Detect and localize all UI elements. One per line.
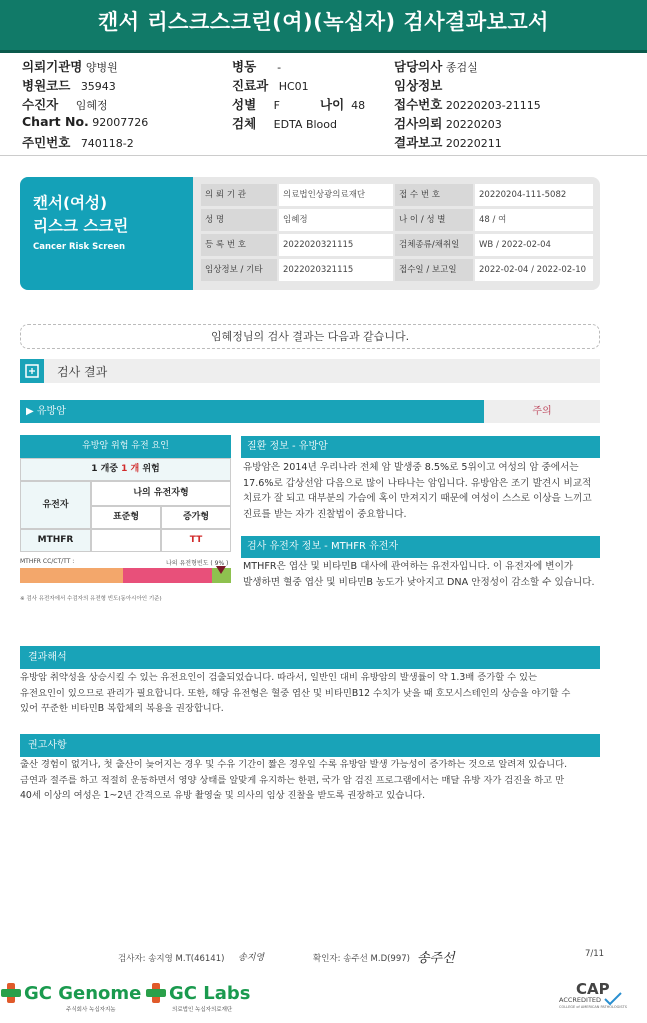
field-code: 병원코드 35943 (22, 78, 116, 93)
normal-value-cell (91, 529, 161, 552)
summary-card-title-panel (20, 177, 193, 290)
col-increase-header: 증가형 (161, 506, 231, 529)
summary-label: 의 뢰 기 관 (201, 184, 277, 206)
brand-gc-labs-sub: 의료법인 녹십자의료재단 (172, 1007, 233, 1013)
field-receipt: 접수번호 20220203-21115 (394, 97, 541, 112)
brand-gc-labs: GC Labs (169, 983, 251, 1004)
gc-cross-icon (145, 982, 167, 1008)
summary-label: 검체종류/채취일 (395, 234, 473, 256)
risk-count: 1 개중 1 개 위험 (20, 458, 231, 481)
field-patient: 수진자 임혜정 (22, 97, 108, 112)
field-clinical: 임상정보 (394, 78, 443, 93)
col-normal-header: 표준형 (91, 506, 161, 529)
risk-status-badge: 주의 (484, 400, 600, 423)
disease-info-text: 유방암은 2014년 우리나라 전체 암 발생중 8.5%로 5위이고 여성의 암 중에서는 17.6%로 갑상선암 다음으로 많이 나타나는 암입니다. 유방암은 조기 발견시 비교적 치료가 잘 되고 대부분의 가슴에 혹이 만져지기 때문에 여성이 스스로 이상을 느끼고 진료를 받는 자가 진찰법이 중요합니다. (243, 462, 592, 520)
col-gene-header: 유전자 (20, 481, 91, 529)
summary-value: 의료법인상광의료재단 (279, 184, 393, 206)
page-number: 7/11 (585, 949, 605, 959)
gene-info-header: 검사 유전자 정보 - MTHFR 유전자 (241, 536, 600, 558)
disease-info-header: 질환 정보 - 유방암 (241, 436, 600, 458)
clipboard-icon (20, 359, 44, 383)
field-doctor: 담당의사 종검실 (394, 59, 478, 74)
field-rrn: 주민번호 740118-2 (22, 135, 134, 150)
report-title: 캔서 리스크스크린(여)(녹십자) 검사결과보고서 (98, 10, 549, 34)
examiner: 검사자: 송지영 M.T(46141) (118, 954, 225, 964)
summary-label: 접 수 번 호 (395, 184, 473, 206)
summary-value: WB / 2022-02-04 (475, 234, 593, 256)
increase-value-cell: TT (161, 529, 231, 552)
summary-card (20, 177, 600, 290)
cancer-type-bar (20, 400, 484, 423)
summary-label: 등 록 번 호 (201, 234, 277, 256)
freq-footnote: ※ 검사 유전자에서 수검자의 유전형 빈도(동아시아인 기준) (20, 596, 162, 602)
field-ward: 병동 - (232, 59, 282, 74)
freq-right-label: 나의 유전형빈도 ( 9% ) (166, 560, 229, 567)
examiner-signature: 송지영 (238, 953, 265, 963)
summary-label: 임상정보 / 기타 (201, 259, 277, 281)
freq-segment-ct (123, 568, 212, 583)
recommendation-text: 출산 경험이 없거나, 첫 출산이 늦어지는 경우 및 수유 기간이 짧은 경우일 수록 유방암 발생 가능성이 증가하는 것으로 알려져 있습니다. 금연과 절주를 하고 적절히 운동하면서 영양 상태를 알맞게 유지하는 한편, 국가 암 검진 프로그램에서는 매달 유방 자가 검진을 하고 만 40세 이상의 여성은 1~2년 간격으로 유방 촬영술 및 의사의 임상 진찰을 받도록 권장하고 있습니다. (20, 759, 568, 801)
summary-value: 2022020321115 (279, 259, 393, 281)
interpretation-header: 결과해석 (20, 646, 600, 669)
brand-gc-genome: GC Genome (24, 983, 142, 1004)
section-title: 검사 결과 (57, 365, 108, 379)
summary-subtitle: Cancer Risk Screen (33, 242, 126, 252)
summary-value: 2022-02-04 / 2022-02-10 (475, 259, 593, 281)
freq-segment-cc (20, 568, 123, 583)
field-specimen: 검체 EDTA Blood (232, 116, 337, 131)
summary-value: 48 / 여 (475, 209, 593, 231)
summary-title-line1: 캔서(여성) (33, 194, 108, 212)
field-dept: 진료과 HC01 (232, 78, 309, 93)
cap-accredited: ACCREDITED (559, 996, 602, 1004)
cap-sub: COLLEGE of AMERICAN PATHOLOGISTS (559, 1005, 627, 1009)
freq-left-label: MTHFR CC/CT/TT : (20, 558, 75, 565)
gene-info-text: MTHFR은 엽산 및 비타민B 대사에 관여하는 유전자입니다. 이 유전자에 변이가 발생하면 혈중 엽산 및 비타민B 농도가 낮아지고 DNA 안정성이 감소할 수 있습니다. (243, 561, 595, 588)
result-banner: 임혜정님의 검사 결과는 다음과 같습니다. (20, 324, 600, 349)
field-chart: Chart No. 92007726 (22, 114, 149, 129)
summary-label: 성 명 (201, 209, 277, 231)
col-my-type-header: 나의 유전자형 (91, 481, 231, 506)
gene-table-header: 유방암 위험 유전 요인 (20, 435, 231, 458)
confirmer: 확인자: 송주선 M.D(997) (313, 954, 410, 964)
field-request: 검사의뢰 20220203 (394, 116, 502, 131)
section-header (20, 359, 600, 383)
summary-label: 나 이 / 성 별 (395, 209, 473, 231)
field-report: 결과보고 20220211 (394, 135, 502, 150)
my-genotype-marker-icon (216, 566, 226, 574)
report-header-bar (0, 0, 647, 50)
cap-logo: CAP (576, 980, 610, 998)
interpretation-text: 유방암 취약성을 상승시킬 수 있는 유전요인이 검출되었습니다. 따라서, 일반인 대비 유방암의 발생률이 약 1.3배 증가할 수 있는 유전요인이 있으므로 관리가 필요합니다. 또한, 해당 유전형은 혈중 엽산 및 비타민B12 수치가 낮을 때 호모시스테인의 상승을 야기할 수 있어 꾸준한 비타민B 복합체의 복용을 권장합니다. (20, 672, 571, 714)
genotype-frequency-bar (20, 568, 231, 583)
gc-cross-icon (0, 982, 22, 1008)
summary-value: 임혜정 (279, 209, 393, 231)
field-sex: 성별 F (232, 97, 280, 112)
header-divider (0, 50, 647, 53)
cancer-name: ▶ 유방암 (26, 406, 66, 417)
summary-value: 20220204-111-5082 (475, 184, 593, 206)
field-org: 의뢰기관명 양병원 (22, 59, 118, 74)
summary-title-line2: 리스크 스크린 (33, 217, 129, 235)
summary-value: 2022020321115 (279, 234, 393, 256)
header-separator (0, 155, 647, 156)
field-age: 나이 48 (320, 97, 366, 112)
summary-label: 접수일 / 보고일 (395, 259, 473, 281)
brand-gc-genome-sub: 주식회사 녹십자지놈 (66, 1007, 116, 1013)
gene-name-cell: MTHFR (20, 529, 91, 552)
recommendation-header: 권고사항 (20, 734, 600, 757)
confirmer-signature: 송주선 (417, 951, 455, 966)
